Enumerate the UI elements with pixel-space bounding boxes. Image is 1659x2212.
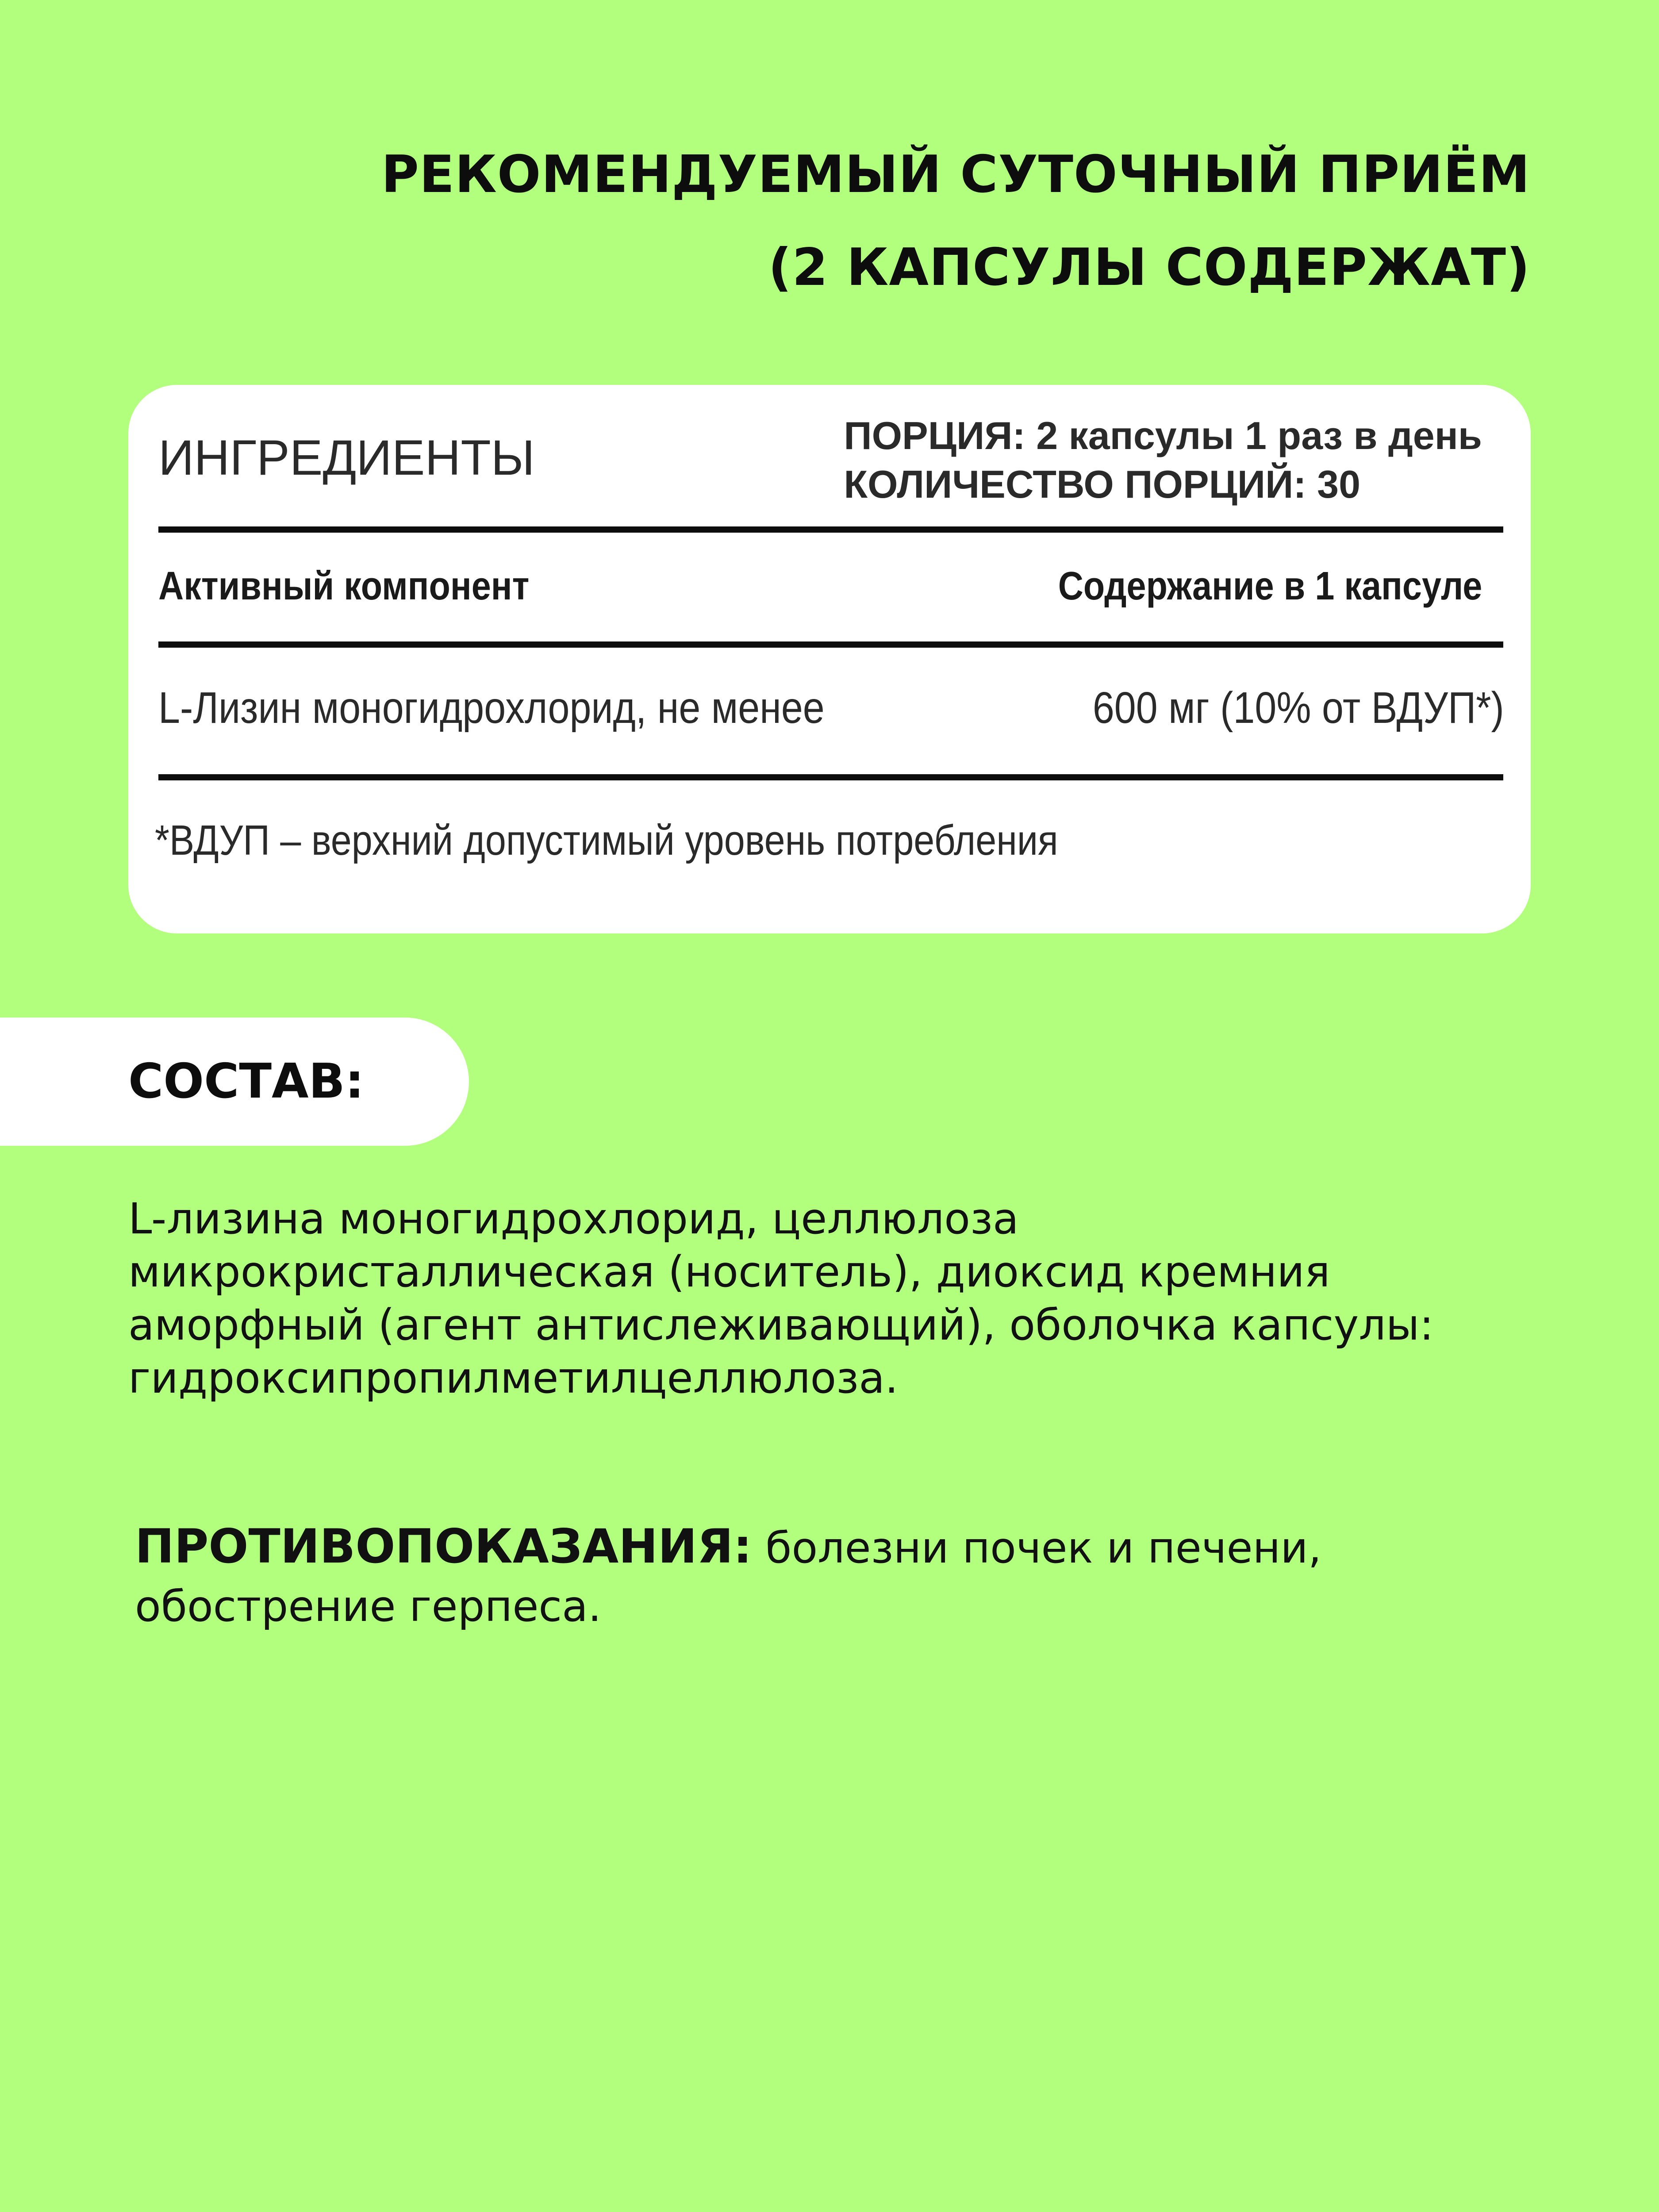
- table-cell-content: 600 мг (10% от ВДУП*): [1092, 683, 1504, 733]
- table-cell-component: L-Лизин моногидрохлорид, не менее: [158, 683, 825, 733]
- heading-line-2: (2 КАПСУЛЫ СОДЕРЖАТ): [768, 238, 1530, 297]
- contraindications-text-2: обострение герпеса.: [135, 1582, 602, 1631]
- composition-label: СОСТАВ:: [128, 1054, 365, 1109]
- contraindications-label: ПРОТИВОПОКАЗАНИЯ:: [135, 1519, 752, 1574]
- heading-line-1: РЕКОМЕНДУЕМЫЙ СУТОЧНЫЙ ПРИЁМ: [381, 145, 1530, 204]
- column-header-component: Активный компонент: [158, 564, 530, 608]
- composition-text: [128, 1192, 1544, 1405]
- composition-line-2: микрокристаллическая (носитель), диоксид кремния: [128, 1247, 1330, 1297]
- page-heading: [115, 128, 1530, 314]
- servings-count: КОЛИЧЕСТВО ПОРЦИЙ: 30: [844, 462, 1361, 506]
- composition-line-1: L-лизина моногидрохлорид, целлюлоза: [128, 1194, 1019, 1244]
- contraindications-block: [135, 1517, 1551, 1636]
- serving-info: [844, 411, 1482, 509]
- composition-tab: [0, 1018, 469, 1146]
- table-footnote: *ВДУП – верхний допустимый уровень потребления: [155, 817, 1058, 864]
- composition-line-3: аморфный (агент антислеживающий), оболочка капсулы:: [128, 1300, 1434, 1350]
- ingredients-card: [128, 385, 1531, 933]
- contraindications-text-1: болезни почек и печени,: [752, 1523, 1322, 1573]
- table-divider-bottom: [158, 774, 1503, 780]
- table-divider-top: [158, 526, 1503, 533]
- serving-size: ПОРЦИЯ: 2 капсулы 1 раз в день: [844, 414, 1482, 457]
- contraindications-line-1: [135, 1517, 1551, 1577]
- table-divider-middle: [158, 641, 1503, 648]
- column-header-content: Содержание в 1 капсуле: [1058, 564, 1482, 608]
- composition-line-4: гидроксипропилметилцеллюлоза.: [128, 1353, 899, 1403]
- ingredients-title: ИНГРЕДИЕНТЫ: [158, 430, 535, 485]
